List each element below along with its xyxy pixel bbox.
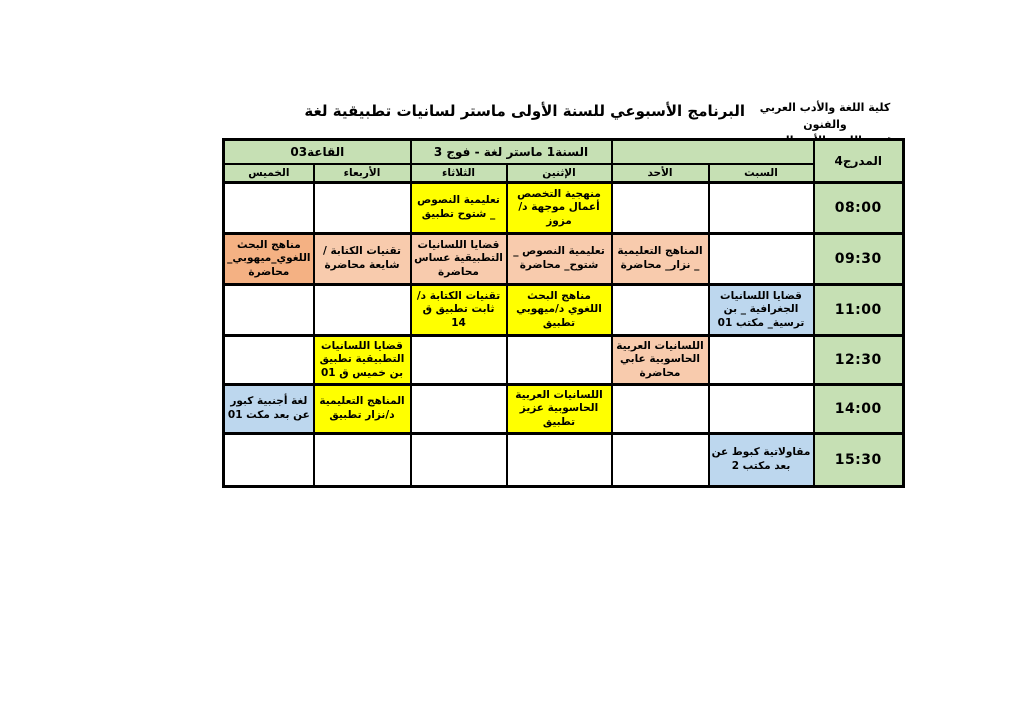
hall-label: المدرج4 [814,140,904,183]
schedule-cell: قضايا اللسانيات التطبيقية عساس محاضرة [411,234,507,285]
schedule-cell [709,234,814,285]
day-header-thursday: الخميس [224,164,314,183]
table-row [224,385,904,434]
day-header-tuesday: الثلاثاء [411,164,507,183]
schedule-cell [612,434,709,487]
schedule-cell [612,385,709,434]
room-label: القاعة03 [224,140,411,165]
schedule-cell: تعليمية النصوص _ شتوح تطبيق [411,183,507,234]
schedule-cell: المناهج التعليمية د/نزار تطبيق [314,385,411,434]
time-cell: 08:00 [814,183,904,234]
schedule-cell: لغة أجنبية كبور عن بعد مكت 01 [224,385,314,434]
schedule-cell: اللسانيات العربية الحاسوبية عابي محاضرة [612,336,709,385]
schedule-cell: تقنيات الكتابة د/ثابت تطبيق ق 14 [411,285,507,336]
schedule-cell [314,285,411,336]
schedule-cell: المناهج التعليمية _ نزار_ محاضرة [612,234,709,285]
schedule-cell: تقنيات الكتابة /شايعة محاضرة [314,234,411,285]
group-label: السنة1 ماستر لغة - فوج 3 [411,140,612,165]
day-header-wednesday: الأربعاء [314,164,411,183]
blank-header-cell [612,140,814,165]
schedule-cell: قضايا اللسانيات التطبيقية تطبيق بن خميس ق 01 [314,336,411,385]
schedule-cell: اللسانيات العربية الحاسوبية عزيز تطبيق [507,385,612,434]
schedule-cell [411,434,507,487]
table-row [224,336,904,385]
schedule-cell [612,183,709,234]
schedule-cell: تعليمية النصوص _ شتوح_ محاضرة [507,234,612,285]
schedule-cell: منهجية التخصص أعمال موجهة د/مزوز [507,183,612,234]
table-row [224,285,904,336]
schedule-cell [224,336,314,385]
schedule-cell [411,336,507,385]
schedule-cell [314,183,411,234]
schedule-cell: مقاولاتية كبوط عن بعد مكتب 2 [709,434,814,487]
time-cell: 14:00 [814,385,904,434]
schedule-cell [709,385,814,434]
day-header-sunday: الأحد [612,164,709,183]
day-header-row [224,164,904,183]
schedule-cell [411,385,507,434]
schedule-cell [507,336,612,385]
time-cell: 11:00 [814,285,904,336]
schedule-cell: مناهج البحث اللغوي_ميهوبي_ محاضرة [224,234,314,285]
page-title: البرنامج الأسبوعي للسنة الأولى ماستر لسانيات تطبيقية لغة [304,102,745,120]
schedule-cell [224,434,314,487]
table-row [224,234,904,285]
schedule-cell [709,183,814,234]
faculty-name: كلية اللغة والأدب العربي والفنون [759,101,891,131]
schedule-cell: مناهج البحث اللغوي د/ميهوبي تطبيق [507,285,612,336]
weekly-timetable [222,138,905,488]
time-cell: 15:30 [814,434,904,487]
schedule-cell: قضايا اللسانيات الجغرافية _ بن ترسية_ مكتب 01 [709,285,814,336]
schedule-cell [612,285,709,336]
table-row [224,183,904,234]
time-cell: 09:30 [814,234,904,285]
day-header-saturday: السبت [709,164,814,183]
schedule-cell [224,285,314,336]
table-header-row-top [224,140,904,165]
schedule-cell [224,183,314,234]
schedule-cell [507,434,612,487]
schedule-cell [709,336,814,385]
schedule-cell [314,434,411,487]
time-cell: 12:30 [814,336,904,385]
day-header-monday: الإثنين [507,164,612,183]
table-row [224,434,904,487]
